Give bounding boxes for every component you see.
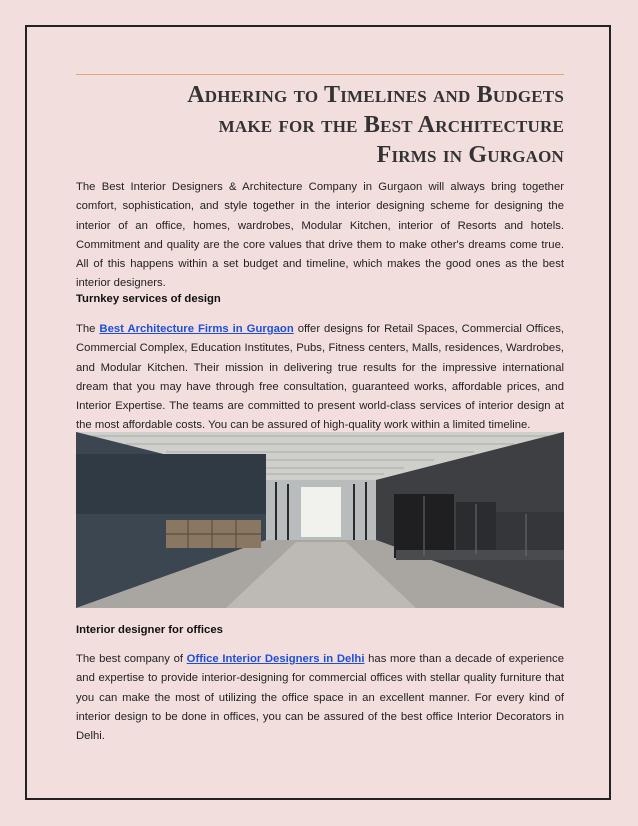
offices-paragraph xyxy=(76,650,564,746)
title-line-3: Firms in Gurgaon xyxy=(376,142,564,168)
section-heading-turnkey: Turnkey services of design xyxy=(76,293,221,305)
intro-paragraph: The Best Interior Designers & Architecture Company in Gurgaon will always bring together comfort, sophistication, and style together in the interior designing scheme for designing the interior of an office, homes, wardrobes, Modular Kitchen, interior of Resorts and hotels. Commitment and quality are the core values that drive them to make other's dreams come true. All of this happens within a set budget and timeline, which makes the good ones as the best interior designers. xyxy=(76,181,564,290)
office-designers-delhi-link[interactable]: Office Interior Designers in Delhi xyxy=(186,653,365,665)
architecture-firms-link[interactable]: Best Architecture Firms in Gurgaon xyxy=(99,323,294,335)
offices-prefix: The best company of xyxy=(76,653,187,665)
turnkey-text: offer designs for Retail Spaces, Commercial Offices, Commercial Complex, Education Institutes, Pubs, Fitness centers, Malls, residences, Wardrobes, and Modular Kitchen. Their mission in delivering true results for the impressive international dream that you may have through free consultation, guaranteed works, affordable prices, and Interior Expertise. The teams are committed to present world-class services of interior design at the most affordable costs. You can be assured of high-quality work within a limited timeline. xyxy=(76,323,564,432)
document-title xyxy=(76,80,564,170)
title-rule xyxy=(76,74,564,75)
offices-text: has more than a decade of experience and expertise to provide interior-designing for commercial offices with stellar quality furniture that you can make the most of utilizing the office space in an excellent manner. For every kind of interior design to be done in offices, you can be assured of the best office Interior Decorators in Delhi. xyxy=(76,653,564,743)
title-line-2: make for the Best Architecture xyxy=(218,112,564,138)
turnkey-prefix: The xyxy=(76,323,100,335)
turnkey-paragraph xyxy=(76,320,564,436)
section-heading-offices: Interior designer for offices xyxy=(76,624,223,636)
office-interior-photo xyxy=(76,432,564,608)
office-photo-illustration xyxy=(76,432,564,608)
title-line-1: Adhering to Timelines and Budgets xyxy=(187,82,564,108)
